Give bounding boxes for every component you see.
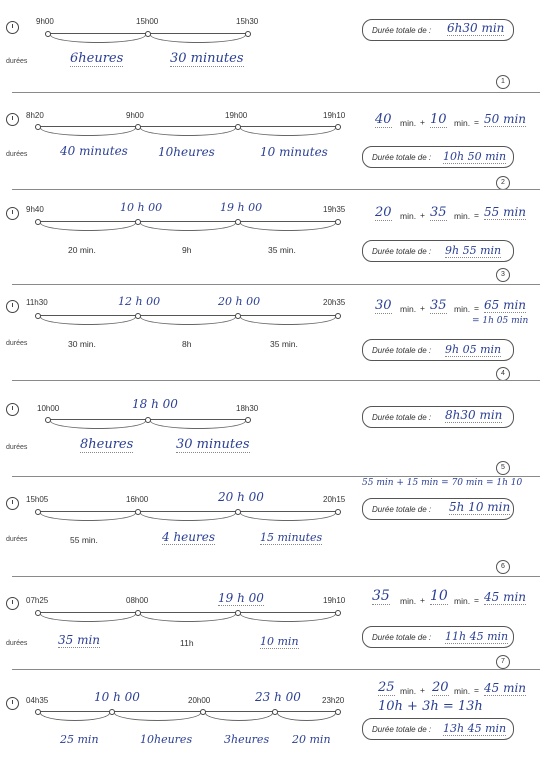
time-end: 18h30 [236, 404, 259, 413]
sum-operand: 35 [372, 588, 390, 604]
timeline-point [335, 509, 341, 515]
duration-arc [240, 614, 336, 622]
time-end: 20h35 [323, 298, 346, 307]
total-box [362, 146, 514, 168]
duration-arc [40, 614, 136, 622]
timeline [38, 315, 338, 316]
time-mid: 20 h 00 [218, 490, 264, 504]
duration-value: 9h [182, 245, 192, 255]
equals-sign: = [474, 210, 479, 220]
time-end: 19h35 [323, 205, 346, 214]
duration-value: 35 min. [270, 339, 298, 349]
time-start: 04h35 [26, 696, 49, 705]
time-mid: 10 h 00 [94, 690, 140, 704]
plus-sign: + [420, 595, 425, 605]
unit-min: min. [454, 686, 471, 696]
sum-result: 65 min [484, 298, 527, 312]
time-end: 19h10 [323, 596, 346, 605]
duration-value: 30 min. [68, 339, 96, 349]
duration-value: 30 minutes [170, 51, 244, 66]
time-start: 8h20 [26, 111, 44, 120]
sum-operand: 10 [430, 588, 448, 604]
duration-value: 35 min. [268, 245, 296, 255]
timeline-point [245, 417, 251, 423]
unit-min: min. [454, 304, 471, 314]
time-mid: 23 h 00 [255, 690, 301, 704]
durations-label: durées [6, 151, 28, 158]
total-value: 8h30 min [445, 408, 503, 422]
time-mid: 15h00 [136, 17, 159, 26]
time-mid: 20h00 [188, 696, 211, 705]
duration-value: 10 min [260, 635, 299, 648]
clock-icon [6, 497, 19, 510]
duration-arc [40, 317, 136, 325]
time-mid: 20 h 00 [218, 295, 261, 308]
timeline [38, 126, 338, 127]
timeline-point [335, 313, 341, 319]
separator [12, 669, 540, 670]
total-value: 9h 05 min [445, 343, 502, 356]
timeline [38, 612, 338, 613]
exercise-number: 4 [496, 367, 510, 381]
sum-operand: 25 [378, 680, 395, 695]
duration-value: 35 min [58, 633, 101, 647]
duration-arc [140, 128, 236, 136]
separator [12, 380, 540, 381]
durations-label: durées [6, 340, 28, 347]
clock-icon [6, 300, 19, 313]
clock-icon [6, 403, 19, 416]
time-mid: 19h00 [225, 111, 248, 120]
exercise-number: 7 [496, 655, 510, 669]
duration-arc [40, 713, 110, 721]
duration-arc [50, 35, 146, 43]
durations-label: durées [6, 536, 28, 543]
timeline-point [335, 709, 341, 715]
sum-operand: 10 [430, 112, 447, 127]
time-start: 07h25 [26, 596, 49, 605]
sum-note: 55 min + 15 min = 70 min = 1h 10 [362, 478, 523, 488]
sum-result: 45 min [484, 590, 527, 604]
unit-min: min. [454, 118, 471, 128]
duration-value: 11h [180, 638, 194, 648]
duration-value: 15 minutes [260, 531, 323, 544]
total-box [362, 498, 514, 520]
durations-label: durées [6, 444, 28, 451]
time-mid: 18 h 00 [132, 397, 178, 411]
duration-arc [140, 223, 236, 231]
timeline [38, 221, 338, 222]
timeline [38, 511, 338, 512]
duration-value: 3heures [224, 733, 270, 746]
duration-arc [40, 223, 136, 231]
time-start: 9h00 [36, 17, 54, 26]
equals-sign: = [474, 303, 479, 313]
duration-value: 20 min. [68, 245, 96, 255]
hours-sum: 10h + 3h = 13h [378, 699, 483, 714]
duration-value: 55 min. [70, 535, 98, 545]
timeline-point [335, 124, 341, 130]
duration-arc [50, 421, 146, 429]
plus-sign: + [420, 117, 425, 127]
total-box [362, 339, 514, 361]
total-value: 5h 10 min [449, 500, 511, 514]
timeline-point [335, 219, 341, 225]
time-mid: 16h00 [126, 495, 149, 504]
time-start: 15h05 [26, 495, 49, 504]
timeline-point [335, 610, 341, 616]
total-value: 9h 55 min [445, 244, 502, 257]
plus-sign: + [420, 210, 425, 220]
duration-value: 10 minutes [260, 145, 328, 159]
clock-icon [6, 113, 19, 126]
total-value: 11h 45 min [445, 630, 509, 643]
time-mid: 19 h 00 [218, 591, 264, 605]
duration-value: 20 min [292, 733, 331, 746]
equals-sign: = [474, 117, 479, 127]
duration-value: 40 minutes [60, 144, 128, 158]
durations-label: durées [6, 640, 28, 647]
time-end: 19h10 [323, 111, 346, 120]
clock-icon [6, 597, 19, 610]
sum-result: 55 min [484, 205, 527, 219]
time-mid: 9h00 [126, 111, 144, 120]
separator [12, 189, 540, 190]
total-label: Durée totale de : [372, 413, 432, 422]
duration-arc [150, 421, 246, 429]
total-value: 10h 50 min [443, 150, 507, 163]
duration-arc [150, 35, 246, 43]
separator [12, 576, 540, 577]
total-box [362, 406, 514, 428]
time-start: 11h30 [26, 298, 48, 307]
duration-arc [240, 223, 336, 231]
timeline [38, 711, 338, 712]
equals-sign: = [474, 685, 479, 695]
duration-arc [240, 513, 336, 521]
total-label: Durée totale de : [372, 346, 432, 355]
duration-arc [114, 713, 201, 721]
total-value: 6h30 min [447, 21, 505, 35]
duration-value: 30 minutes [176, 437, 250, 452]
unit-min: min. [400, 304, 417, 314]
duration-value: 10heures [140, 733, 193, 746]
time-mid: 12 h 00 [118, 295, 161, 308]
total-label: Durée totale de : [372, 505, 432, 514]
sum-operand: 30 [375, 298, 392, 313]
unit-min: min. [400, 118, 417, 128]
duration-arc [205, 713, 273, 721]
duration-value: 8heures [80, 437, 134, 452]
time-start: 10h00 [37, 404, 60, 413]
sum-result: 45 min [484, 681, 527, 695]
duration-value: 6heures [70, 51, 124, 66]
exercise-number: 6 [496, 560, 510, 574]
total-box [362, 718, 514, 740]
sum-result: 50 min [484, 112, 527, 126]
duration-arc [140, 317, 236, 325]
total-label: Durée totale de : [372, 633, 432, 642]
total-box [362, 240, 514, 262]
exercise-number: 2 [496, 176, 510, 190]
unit-min: min. [454, 596, 471, 606]
plus-sign: + [420, 303, 425, 313]
exercise-number: 3 [496, 268, 510, 282]
timeline-point [245, 31, 251, 37]
sum-operand: 20 [375, 205, 392, 220]
total-box [362, 19, 514, 41]
unit-min: min. [454, 211, 471, 221]
duration-arc [277, 713, 336, 721]
separator [12, 476, 540, 477]
duration-arc [240, 128, 336, 136]
separator [12, 92, 540, 93]
time-mid: 10 h 00 [120, 201, 163, 214]
duration-arc [240, 317, 336, 325]
time-mid: 08h00 [126, 596, 149, 605]
duration-value: 10heures [158, 145, 215, 159]
total-label: Durée totale de : [372, 26, 432, 35]
duration-value: 25 min [60, 733, 99, 746]
time-end: 23h20 [322, 696, 345, 705]
sum-operand: 35 [430, 205, 447, 220]
total-label: Durée totale de : [372, 247, 432, 256]
unit-min: min. [400, 211, 417, 221]
separator [12, 284, 540, 285]
clock-icon [6, 207, 19, 220]
total-label: Durée totale de : [372, 153, 432, 162]
exercise-number: 1 [496, 75, 510, 89]
sum-conversion: = 1h 05 min [472, 316, 529, 326]
plus-sign: + [420, 685, 425, 695]
total-box [362, 626, 514, 648]
sum-operand: 40 [375, 112, 392, 127]
time-mid: 19 h 00 [220, 201, 263, 214]
time-end: 20h15 [323, 495, 346, 504]
time-end: 15h30 [236, 17, 259, 26]
duration-arc [140, 614, 236, 622]
duration-arc [40, 513, 136, 521]
clock-icon [6, 21, 19, 34]
durations-label: durées [6, 58, 28, 65]
duration-arc [140, 513, 236, 521]
duration-arc [40, 128, 136, 136]
duration-value: 4 heures [162, 530, 216, 544]
sum-operand: 20 [432, 680, 449, 695]
total-value: 13h 45 min [443, 722, 507, 735]
unit-min: min. [400, 596, 417, 606]
equals-sign: = [474, 595, 479, 605]
unit-min: min. [400, 686, 417, 696]
time-start: 9h40 [26, 205, 44, 214]
exercise-number: 5 [496, 461, 510, 475]
duration-value: 8h [182, 339, 192, 349]
total-label: Durée totale de : [372, 725, 432, 734]
sum-operand: 35 [430, 298, 447, 313]
clock-icon [6, 697, 19, 710]
